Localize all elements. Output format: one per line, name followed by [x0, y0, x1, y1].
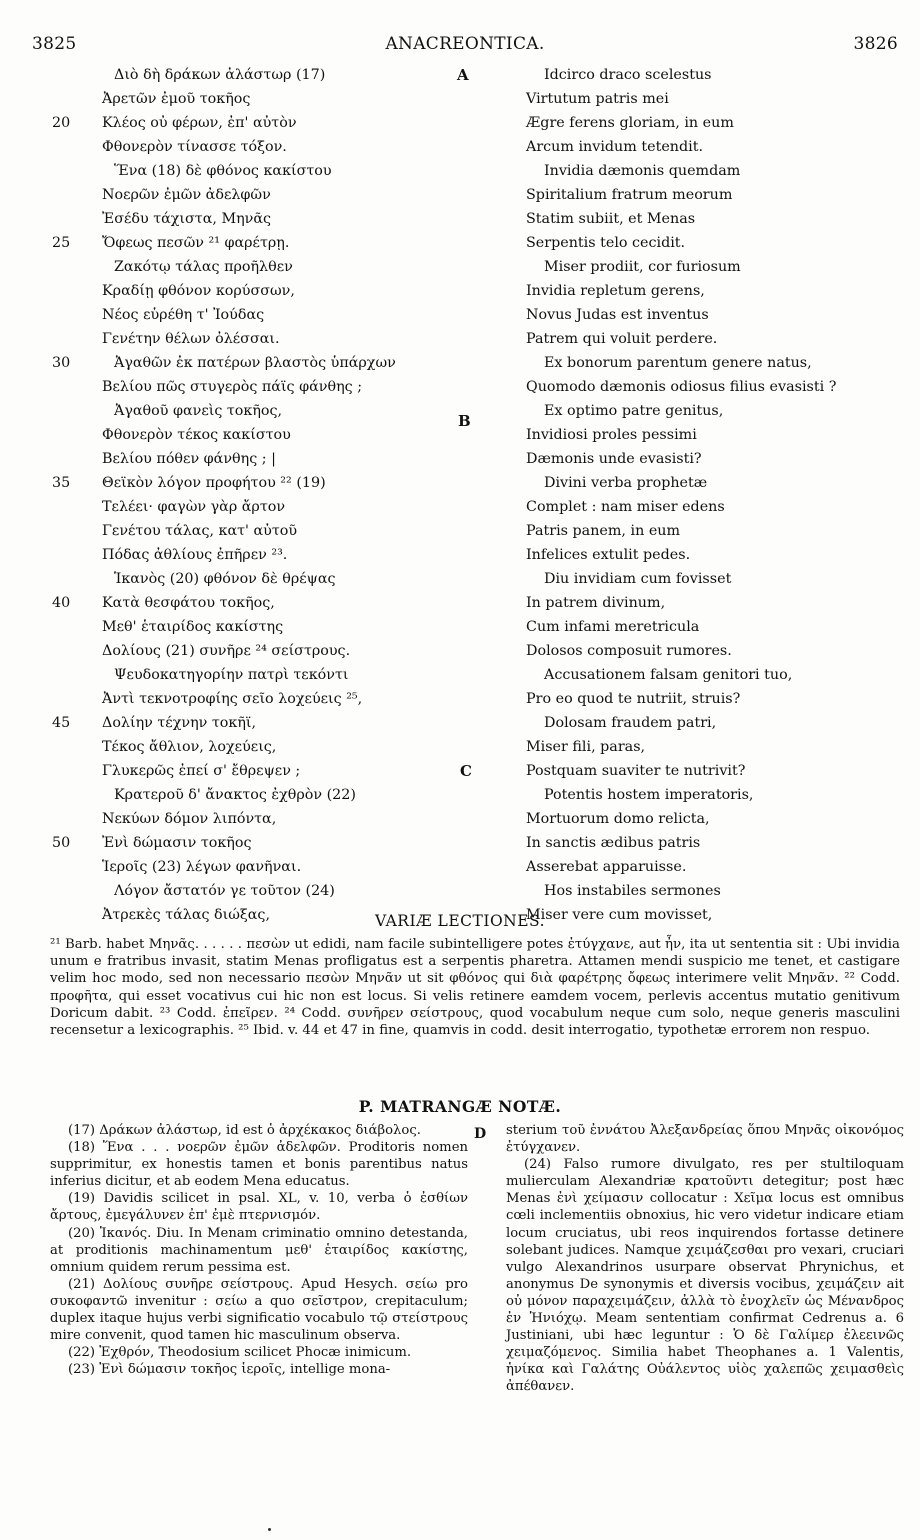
margin-letter-a: A	[457, 66, 469, 84]
latin-verse-line	[526, 279, 906, 303]
variae-lectiones-title: VARIÆ LECTIONES.	[374, 912, 546, 930]
margin-letter-c: C	[460, 762, 472, 780]
greek-verse-text: Ἀρετῶν ἐμοῦ τοκῆος	[102, 91, 251, 107]
greek-verse-text: Λόγον ἄστατόν γε τοῦτον (24)	[114, 883, 335, 899]
latin-verse-line	[526, 207, 906, 231]
latin-verse-line	[526, 327, 906, 351]
latin-verse-line	[526, 183, 906, 207]
latin-verse-text: Ex bonorum parentum genere natus,	[544, 355, 812, 371]
greek-verse-line	[52, 735, 452, 759]
latin-verse-line	[526, 303, 906, 327]
greek-verse-line	[52, 375, 452, 399]
latin-verse-text: Miser vere cum movisset,	[526, 907, 713, 923]
latin-verse-line	[526, 87, 906, 111]
page-number-left: 3825	[32, 34, 77, 54]
line-number: 25	[52, 235, 71, 251]
greek-verse-text: Ζακότῳ τάλας προῆλθεν	[114, 259, 293, 275]
greek-verse-line	[52, 231, 452, 255]
greek-verse-text: Τελέει· φαγὼν γὰρ ἄρτον	[102, 499, 286, 515]
greek-verse-line	[52, 327, 452, 351]
line-number: 30	[52, 355, 71, 371]
latin-verse-text: In sanctis ædibus patris	[526, 835, 701, 851]
greek-verse-text: Κλέος οὐ φέρων, ἐπ' αὐτὸν	[102, 115, 297, 131]
greek-verse-line	[52, 663, 452, 687]
latin-verse-text: Virtutum patris mei	[526, 91, 669, 107]
greek-verse-line	[52, 783, 452, 807]
latin-verse-line	[526, 855, 906, 879]
greek-verse-line	[52, 87, 452, 111]
latin-verse-text: Pro eo quod te nutriit, struis?	[526, 691, 741, 707]
greek-verse-text: Θεϊκὸν λόγον προφήτου ²² (19)	[102, 475, 326, 491]
latin-verse-line	[526, 519, 906, 543]
latin-verse-text: Mortuorum domo relicta,	[526, 811, 710, 827]
line-number: 45	[52, 715, 71, 731]
latin-verse-text: Infelices extulit pedes.	[526, 547, 691, 563]
latin-verse-text: Invidia dæmonis quemdam	[544, 163, 741, 179]
greek-verse-line	[52, 423, 452, 447]
greek-verse-line	[52, 63, 452, 87]
latin-verse-text: Dæmonis unde evasisti?	[526, 451, 702, 467]
latin-verse-text: In patrem divinum,	[526, 595, 666, 611]
page-number-right: 3826	[853, 34, 898, 54]
latin-verse-line	[526, 495, 906, 519]
greek-verse-line	[52, 471, 452, 495]
greek-verse-line	[52, 255, 452, 279]
latin-verse-line	[526, 351, 906, 375]
greek-verse-line	[52, 831, 452, 855]
latin-verse-text: Serpentis telo cecidit.	[526, 235, 686, 251]
note-paragraph: (18) Ἕνα . . . νοερῶν ἐμῶν ἀδελφῶν. Proditoris nomen supprimitur, ex honestis tamen et bonis parentibus natus inferius dicitur, et ab eodem Mena educatus.	[50, 1140, 468, 1190]
running-head-title: ANACREONTICA.	[385, 34, 545, 54]
latin-verse-text: Ex optimo patre genitus,	[544, 403, 724, 419]
latin-verse-text: Patris panem, in eum	[526, 523, 681, 539]
latin-verse-line	[526, 135, 906, 159]
latin-verse-line	[526, 615, 906, 639]
latin-verse-line	[526, 639, 906, 663]
greek-verse-text: Μεθ' ἑταιρίδος κακίστης	[102, 619, 284, 635]
latin-verse-text: Divini verba prophetæ	[544, 475, 708, 491]
greek-verse-line	[52, 543, 452, 567]
note-paragraph: (21) Δολίους συνῆρε σείστρους. Apud Hesych. σείω pro συκοφαντῶ invenitur : σείω a quo σεῖστρον, crepitaculum; duplex itaque hujus verbi significatio vocabulo τῷ στείστρους mire convenit, quod tamen hic masculinum observa.	[50, 1276, 468, 1344]
greek-verse-text: Ἕνα (18) δὲ φθόνος κακίστου	[114, 163, 332, 179]
latin-verse-text: Diu invidiam cum fovisset	[544, 571, 732, 587]
greek-verse-line	[52, 855, 452, 879]
latin-verse-line	[526, 567, 906, 591]
notae-title: P. MATRANGÆ NOTÆ.	[358, 1097, 562, 1116]
greek-verse-text: Ψευδοκατηγορίην πατρὶ τεκόντι	[114, 667, 349, 683]
greek-verse-line	[52, 519, 452, 543]
line-number: 40	[52, 595, 71, 611]
greek-verse-text: Ὄφεως πεσῶν ²¹ φαρέτρῃ.	[102, 235, 290, 251]
greek-verse-text: Κραδίῃ φθόνον κορύσσων,	[102, 283, 295, 299]
printer-mark	[268, 1528, 271, 1531]
latin-verse-text: Miser prodiit, cor furiosum	[544, 259, 741, 275]
latin-verse-text: Potentis hostem imperatoris,	[544, 787, 754, 803]
variae-lectiones-text: ²¹ Barb. habet Μηνᾶς. . . . . . πεσὼν ut edidi, nam facile subintelligere potes ἐτύγχανε, aut ἦν, ita ut sententia sit : Ubi invidia unum e fratribus invasit, statim Menas profligatus est a serpentis pharetra. Attamen mendi suspicio me tenet, et castigare velim hoc modo, sed non necessario πεσὼν Μηνᾶν ut sit φθόνος qui διὰ φαρέτρης ὄφεως interimere velit Μηνᾶν. ²² Codd. προφῆτα, qui esset vocativus cui hic non est locus. Si velis retinere eamdem vocem, perlevis accentus mutatio genitivum Doricum dabit. ²³ Codd. ἐπεῖρεν. ²⁴ Codd. συνῆρεν σείστρους, quod vocabulum neque cum solo, neque generis masculini recensetur a lexicographis. ²⁵ Ibid. v. 44 et 47 in fine, quamvis in codd. desit interrogatio, typothetæ errorem non respuo.	[50, 937, 900, 1039]
greek-verse-text: Γλυκερῶς ἐπεί σ' ἔθρεψεν ;	[102, 763, 301, 779]
greek-verse-text: Κατὰ θεσφάτου τοκῆος,	[102, 595, 275, 611]
greek-verse-line	[52, 351, 452, 375]
greek-verse-text: Ἀγαθοῦ φανεὶς τοκῆος,	[114, 403, 283, 419]
latin-verse-line	[526, 63, 906, 87]
latin-verse-line	[526, 111, 906, 135]
greek-verse-line	[52, 495, 452, 519]
greek-verse-text: Ἀτρεκὲς τάλας διώξας,	[102, 907, 270, 923]
greek-verse-text: Ἱεροῖς (23) λέγων φανῆναι.	[102, 859, 302, 875]
greek-verse-line	[52, 591, 452, 615]
greek-verse-column	[52, 63, 452, 927]
latin-verse-text: Quomodo dæmonis odiosus filius evasisti ?	[526, 379, 837, 395]
greek-verse-text: Βελίου πῶς στυγερὸς πάϊς φάνθης ;	[102, 379, 363, 395]
note-paragraph: (19) Davidis scilicet in psal. XL, v. 10, verba ὁ ἐσθίων ἄρτους, ἐμεγάλυνεν ἐπ' ἐμὲ πτερνισμόν.	[50, 1191, 468, 1224]
variae-lectiones-notes	[50, 936, 900, 1039]
latin-verse-text: Complet : nam miser edens	[526, 499, 725, 515]
greek-verse-text: Γενέτην θέλων ὀλέσσαι.	[102, 331, 280, 347]
greek-verse-text: Ἱκανὸς (20) φθόνον δὲ θρέψας	[114, 571, 336, 587]
greek-verse-text: Φθονερὸν τίνασσε τόξον.	[102, 139, 287, 155]
greek-verse-text: Νέος εὑρέθη τ' Ἰούδας	[102, 307, 265, 323]
greek-verse-line	[52, 447, 452, 471]
latin-verse-line	[526, 543, 906, 567]
latin-verse-line	[526, 879, 906, 903]
margin-letter-b: B	[458, 412, 471, 430]
latin-verse-text: Patrem qui voluit perdere.	[526, 331, 718, 347]
latin-verse-text: Ægre ferens gloriam, in eum	[526, 115, 734, 131]
greek-verse-text: Γενέτου τάλας, κατ' αὐτοῦ	[102, 523, 298, 539]
latin-verse-text: Invidiosi proles pessimi	[526, 427, 697, 443]
latin-verse-column	[526, 63, 906, 927]
notae-left-column	[50, 1122, 468, 1378]
latin-verse-line	[526, 231, 906, 255]
greek-verse-line	[52, 279, 452, 303]
latin-verse-line	[526, 807, 906, 831]
latin-verse-line	[526, 783, 906, 807]
greek-verse-line	[52, 879, 452, 903]
line-number: 20	[52, 115, 71, 131]
latin-verse-text: Hos instabiles sermones	[544, 883, 721, 899]
greek-verse-line	[52, 183, 452, 207]
latin-verse-line	[526, 711, 906, 735]
note-paragraph: (20) Ἱκανός. Diu. In Menam criminatio omnino detestanda, at proditionis machinamentum μεθ' ἑταιρίδος κακίστης, omnium quidem rerum pessima est.	[50, 1225, 468, 1275]
margin-letter-d: D	[474, 1126, 487, 1142]
latin-verse-line	[526, 759, 906, 783]
latin-verse-line	[526, 375, 906, 399]
latin-verse-line	[526, 687, 906, 711]
greek-verse-line	[52, 639, 452, 663]
greek-verse-text: Δολίους (21) συνῆρε ²⁴ σείστρους.	[102, 643, 351, 659]
latin-verse-text: Dolosos composuit rumores.	[526, 643, 732, 659]
latin-verse-text: Invidia repletum gerens,	[526, 283, 705, 299]
latin-verse-text: Postquam suaviter te nutrivit?	[526, 763, 746, 779]
latin-verse-line	[526, 591, 906, 615]
greek-verse-text: Πόδας ἀθλίους ἐπῆρεν ²³.	[102, 547, 288, 563]
greek-verse-line	[52, 759, 452, 783]
greek-verse-line	[52, 807, 452, 831]
latin-verse-line	[526, 663, 906, 687]
latin-verse-text: Idcirco draco scelestus	[544, 67, 712, 83]
latin-verse-text: Asserebat apparuisse.	[526, 859, 687, 875]
greek-verse-text: Φθονερὸν τέκος κακίστου	[102, 427, 291, 443]
note-paragraph: (24) Falso rumore divulgato, res per stultiloquam mulierculam Alexandriæ κρατοῦντι detegitur; post hæc Menas ἐνὶ χείμασιν collocatur : Χεῖμα locus est omnibus cœli inclementiis obnoxius, hic vero videtur indicare etiam locum cruciatus, ubi reos inquirendos fortasse detinere solebant judices. Namque χειμάζεσθαι pro vexari, cruciari vulgo Alexandrinos usurpare observat Phrynichus, et anonymus De synonymis et diversis vocibus, χειμάζειν ait οὐ μόνον παραχειμάζειν, ἀλλὰ τὸ ἐνοχλεῖν ὡς Μένανδρος ἐν Ἡνιόχῳ. Meam sententiam confirmat Cedrenus a. 6 Justiniani, ubi hæc leguntur : Ὁ δὲ Γαλίμερ ἐλεεινῶς χειμαζόμενος. Similia habet Theophanes a. 1 Valentis, ἡνίκα καὶ Γαλάτης Οὐάλεντος υἱὸς χαλεπῶς χειμασθεὶς ἀπέθανεν.	[506, 1157, 904, 1395]
greek-verse-text: Νεκύων δόμον λιπόντα,	[102, 811, 277, 827]
greek-verse-text: Κρατεροῦ δ' ἄνακτος ἐχθρὸν (22)	[114, 787, 356, 803]
greek-verse-line	[52, 111, 452, 135]
latin-verse-line	[526, 255, 906, 279]
latin-verse-line	[526, 447, 906, 471]
latin-verse-text: Spiritalium fratrum meorum	[526, 187, 733, 203]
note-paragraph: (23) Ἐνὶ δώμασιν τοκῆος ἱεροῖς, intellige mona-	[68, 1362, 391, 1378]
running-header	[32, 34, 898, 58]
latin-verse-text: Statim subiit, et Menas	[526, 211, 696, 227]
greek-verse-text: Ἀγαθῶν ἐκ πατέρων βλαστὸς ὑπάρχων	[114, 355, 396, 371]
latin-verse-text: Dolosam fraudem patri,	[544, 715, 717, 731]
greek-verse-line	[52, 159, 452, 183]
note-paragraph: (22) Ἐχθρόν, Theodosium scilicet Phocæ inimicum.	[68, 1345, 412, 1361]
greek-verse-line	[52, 135, 452, 159]
latin-verse-text: Arcum invidum tetendit.	[526, 139, 704, 155]
greek-verse-line	[52, 687, 452, 711]
line-number: 35	[52, 475, 71, 491]
greek-verse-line	[52, 615, 452, 639]
latin-verse-line	[526, 831, 906, 855]
note-paragraph: sterium τοῦ ἐννάτου Ἀλεξανδρείας ὅπου Μηνᾶς οἰκονόμος ἐτύγχανεν.	[506, 1123, 904, 1156]
latin-verse-text: Accusationem falsam genitori tuo,	[544, 667, 793, 683]
greek-verse-text: Ἐσέδυ τάχιστα, Μηνᾶς	[102, 211, 272, 227]
greek-verse-text: Ἀντὶ τεκνοτροφίης σεῖο λοχεύεις ²⁵,	[102, 691, 363, 707]
greek-verse-line	[52, 207, 452, 231]
latin-verse-line	[526, 399, 906, 423]
greek-verse-line	[52, 567, 452, 591]
greek-verse-text: Νοερῶν ἐμῶν ἀδελφῶν	[102, 187, 271, 203]
latin-verse-text: Novus Judas est inventus	[526, 307, 709, 323]
note-paragraph: (17) Δράκων ἀλάστωρ, id est ὁ ἀρχέκακος διάβολος.	[68, 1123, 421, 1138]
greek-verse-line	[52, 711, 452, 735]
latin-verse-line	[526, 471, 906, 495]
greek-verse-text: Βελίου πόθεν φάνθης ; |	[102, 451, 276, 467]
greek-verse-text: Τέκος ἄθλιον, λοχεύεις,	[102, 739, 277, 755]
greek-verse-text: Ἐνὶ δώμασιν τοκῆος	[102, 835, 252, 851]
greek-verse-line	[52, 399, 452, 423]
greek-verse-line	[52, 303, 452, 327]
latin-verse-line	[526, 735, 906, 759]
latin-verse-line	[526, 159, 906, 183]
notae-right-column	[506, 1122, 904, 1396]
latin-verse-line	[526, 423, 906, 447]
greek-verse-text: Διὸ δὴ δράκων ἀλάστωρ (17)	[114, 67, 326, 83]
latin-verse-text: Cum infami meretricula	[526, 619, 700, 635]
line-number: 50	[52, 835, 71, 851]
greek-verse-text: Δολίην τέχνην τοκῆϊ,	[102, 715, 257, 731]
latin-verse-text: Miser fili, paras,	[526, 739, 646, 755]
